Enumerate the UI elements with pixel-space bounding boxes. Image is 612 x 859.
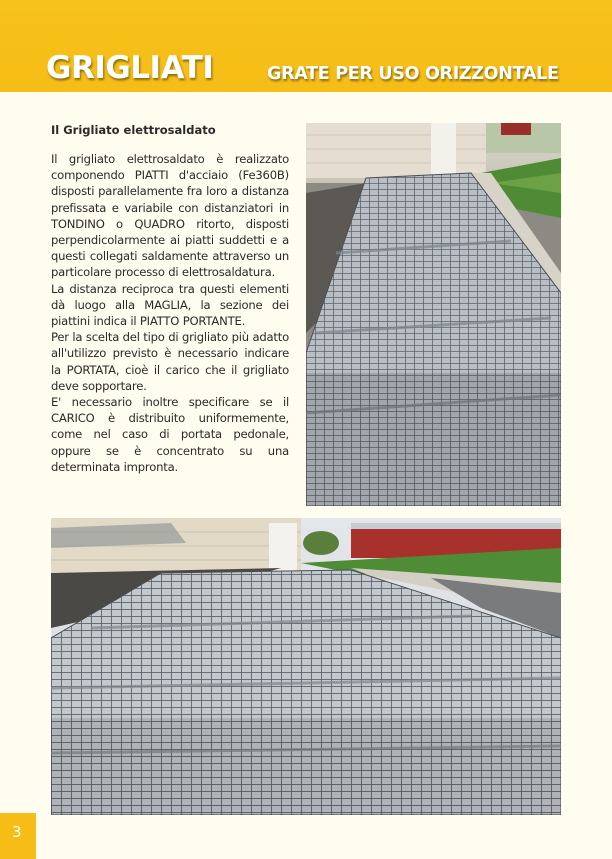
grating-photo-bottom (51, 518, 561, 815)
page-subtitle: GRATE PER USO ORIZZONTALE (267, 64, 559, 84)
grating-photo-top (306, 123, 561, 506)
paragraph: La distanza reciproca tra questi elementi dà luogo alla MAGLIA, la sezione dei piattini indica il PIATTO PORTANTE. (51, 281, 289, 329)
paragraph: Per la scelta del tipo di grigliato più adatto all'utilizzo previsto è necessario indicare la PORTATA, cioè il carico che il grigliato deve sopportare. (51, 330, 289, 393)
page-title: GRIGLIATI (46, 50, 214, 86)
paragraph: E' necessario inoltre specificare se il CARICO è distribuito uniformemente, come nel caso di portata pedonale, oppure se è concentrato su una determinata impronta. (51, 395, 289, 474)
paragraph: Il grigliato elettrosaldato è realizzato componendo PIATTI d'acciaio (Fe360B) disposti parallelamente fra loro a distanza prefissata e variabile con distanziatori in TONDINO o QUADRO ritorto, disposti perpendicolarmente ai piatti suddetti e a questi collegati saldamente attraverso un particolare processo di elettrosaldatura. (51, 152, 289, 280)
section-heading: Il Grigliato elettrosaldato (51, 123, 216, 137)
body-text (51, 151, 289, 475)
page-number: 3 (12, 823, 22, 841)
